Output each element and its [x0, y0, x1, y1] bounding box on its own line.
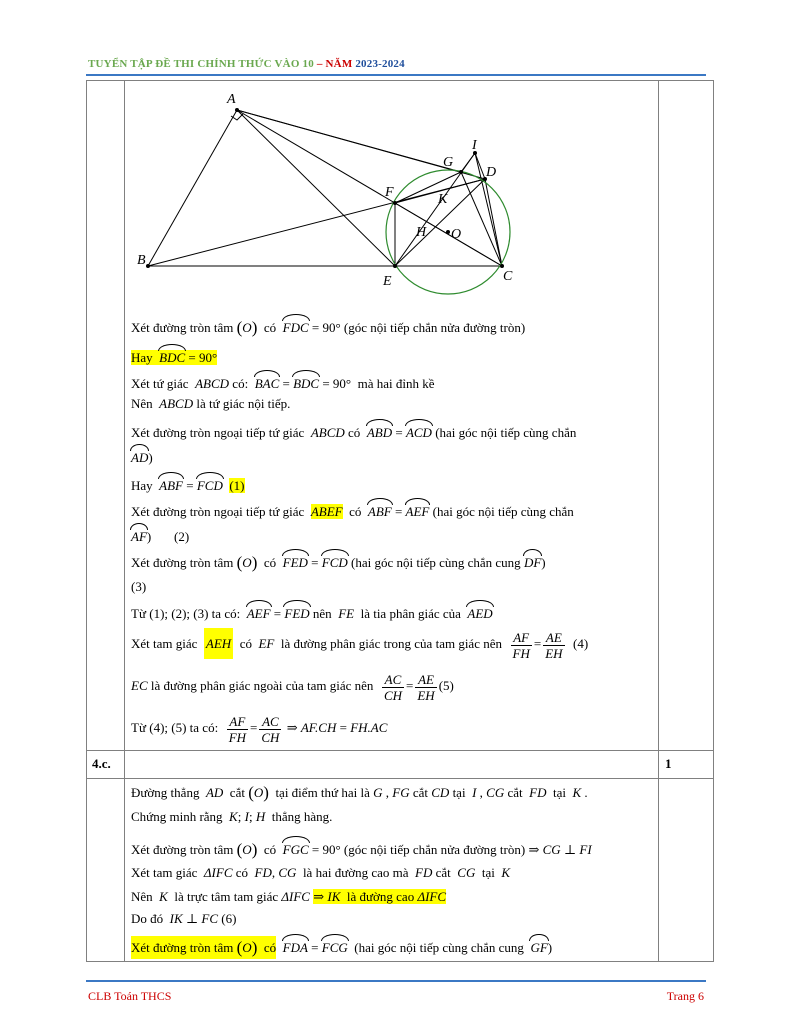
page-header — [88, 58, 405, 70]
text-line-4: Nên ABCD là tứ giác nội tiếp. — [131, 396, 291, 411]
section-label: 4.c. — [92, 756, 111, 771]
section-score: 1 — [665, 756, 672, 771]
text-line-15: Từ (4); (5) ta có: $\frac{AF}{FH}$ = $\frac{AC}{CH}$ ⇒ AF.CH = FH.AC — [131, 713, 388, 745]
header-rule — [86, 74, 706, 76]
text-line-1: Xét đường tròn tâm (O) có FDC = 90° (góc nội tiếp chắn nửa đường tròn) — [131, 318, 526, 337]
text-line-7: Hay ABF = FCD (1) — [131, 474, 245, 495]
text-line-9: AF) (2) — [131, 525, 189, 546]
label-k: K — [438, 192, 448, 207]
text-line-12: Từ (1); (2); (3) ta có: AEF = FED nên FE là tia phân giác của AED — [131, 602, 493, 623]
text-line-8: Xét đường tròn ngoại tiếp tứ giác ABEF có ABF = AEF (hai góc nội tiếp cùng chắn — [131, 500, 574, 521]
footer-page-number: Trang 6 — [666, 989, 704, 1003]
text-line-3: Xét tứ giác ABCD có: BAC = BDC = 90° mà hai đỉnh kề — [131, 372, 435, 393]
label-e: E — [383, 274, 392, 289]
text-line-6: AD) — [131, 446, 153, 467]
header-year-label: – NĂM — [313, 58, 356, 70]
label-c: C — [503, 269, 513, 284]
footer-rule — [86, 980, 706, 982]
text-line-2: Hay BDC = 90° — [131, 346, 217, 367]
text-line-16: Đường thẳng AD cắt (O) tại điểm thứ hai là G , FG cắt CD tại I , CG cắt FD tại K . — [131, 783, 588, 802]
text-line-20: Nên K là trực tâm tam giác ΔIFC ⇒ IK là đường cao ΔIFC — [131, 889, 447, 904]
text-line-13: Xét tam giác AEH có EF là đường phân giác trong của tam giác nên $\frac{AF}{FH}$ = $\frac{AE}{EH}$ (4) — [131, 629, 589, 661]
label-d: D — [486, 165, 497, 180]
label-o: O — [451, 227, 462, 242]
text-line-18: Xét đường tròn tâm (O) có FGC = 90° (góc nội tiếp chắn nửa đường tròn) ⇒ CG ⊥ FI — [131, 840, 592, 859]
text-line-14: EC là đường phân giác ngoài của tam giác nên $\frac{AC}{CH}$ = $\frac{AE}{EH}$ (5) — [131, 671, 454, 703]
table-row-divider-1 — [86, 750, 714, 751]
text-line-17: Chứng minh rằng K; I; H thẳng hàng. — [131, 809, 333, 824]
text-line-21: Do đó IK ⊥ FC (6) — [131, 911, 237, 926]
label-g: G — [443, 155, 454, 170]
table-row-divider-2 — [86, 778, 714, 779]
label-b: B — [137, 253, 146, 268]
text-line-11: (3) — [131, 579, 147, 594]
text-line-10: Xét đường tròn tâm (O) có FED = FCD (hai góc nội tiếp cùng chắn cung DF) — [131, 553, 546, 572]
geometry-figure — [130, 86, 540, 296]
text-line-5: Xét đường tròn ngoại tiếp tứ giác ABCD có ABD = ACD (hai góc nội tiếp cùng chắn — [131, 421, 576, 442]
label-h: H — [416, 225, 427, 240]
table-col-divider-2 — [658, 80, 659, 962]
text-line-19: Xét tam giác ΔIFC có FD, CG là hai đường cao mà FD cắt CG tại K — [131, 865, 511, 880]
label-f: F — [385, 185, 394, 200]
footer-club-name: CLB Toán THCS — [88, 989, 172, 1003]
table-col-divider-1 — [124, 80, 125, 962]
label-i: I — [472, 138, 477, 153]
header-year: 2023-2024 — [355, 58, 405, 70]
text-line-22: Xét đường tròn tâm (O) có FDA = FCG (hai góc nội tiếp cùng chắn cung GF) — [131, 938, 553, 957]
label-a: A — [227, 92, 236, 107]
header-title: TUYỂN TẬP ĐỀ THI CHÍNH THỨC VÀO 10 — [88, 58, 314, 70]
